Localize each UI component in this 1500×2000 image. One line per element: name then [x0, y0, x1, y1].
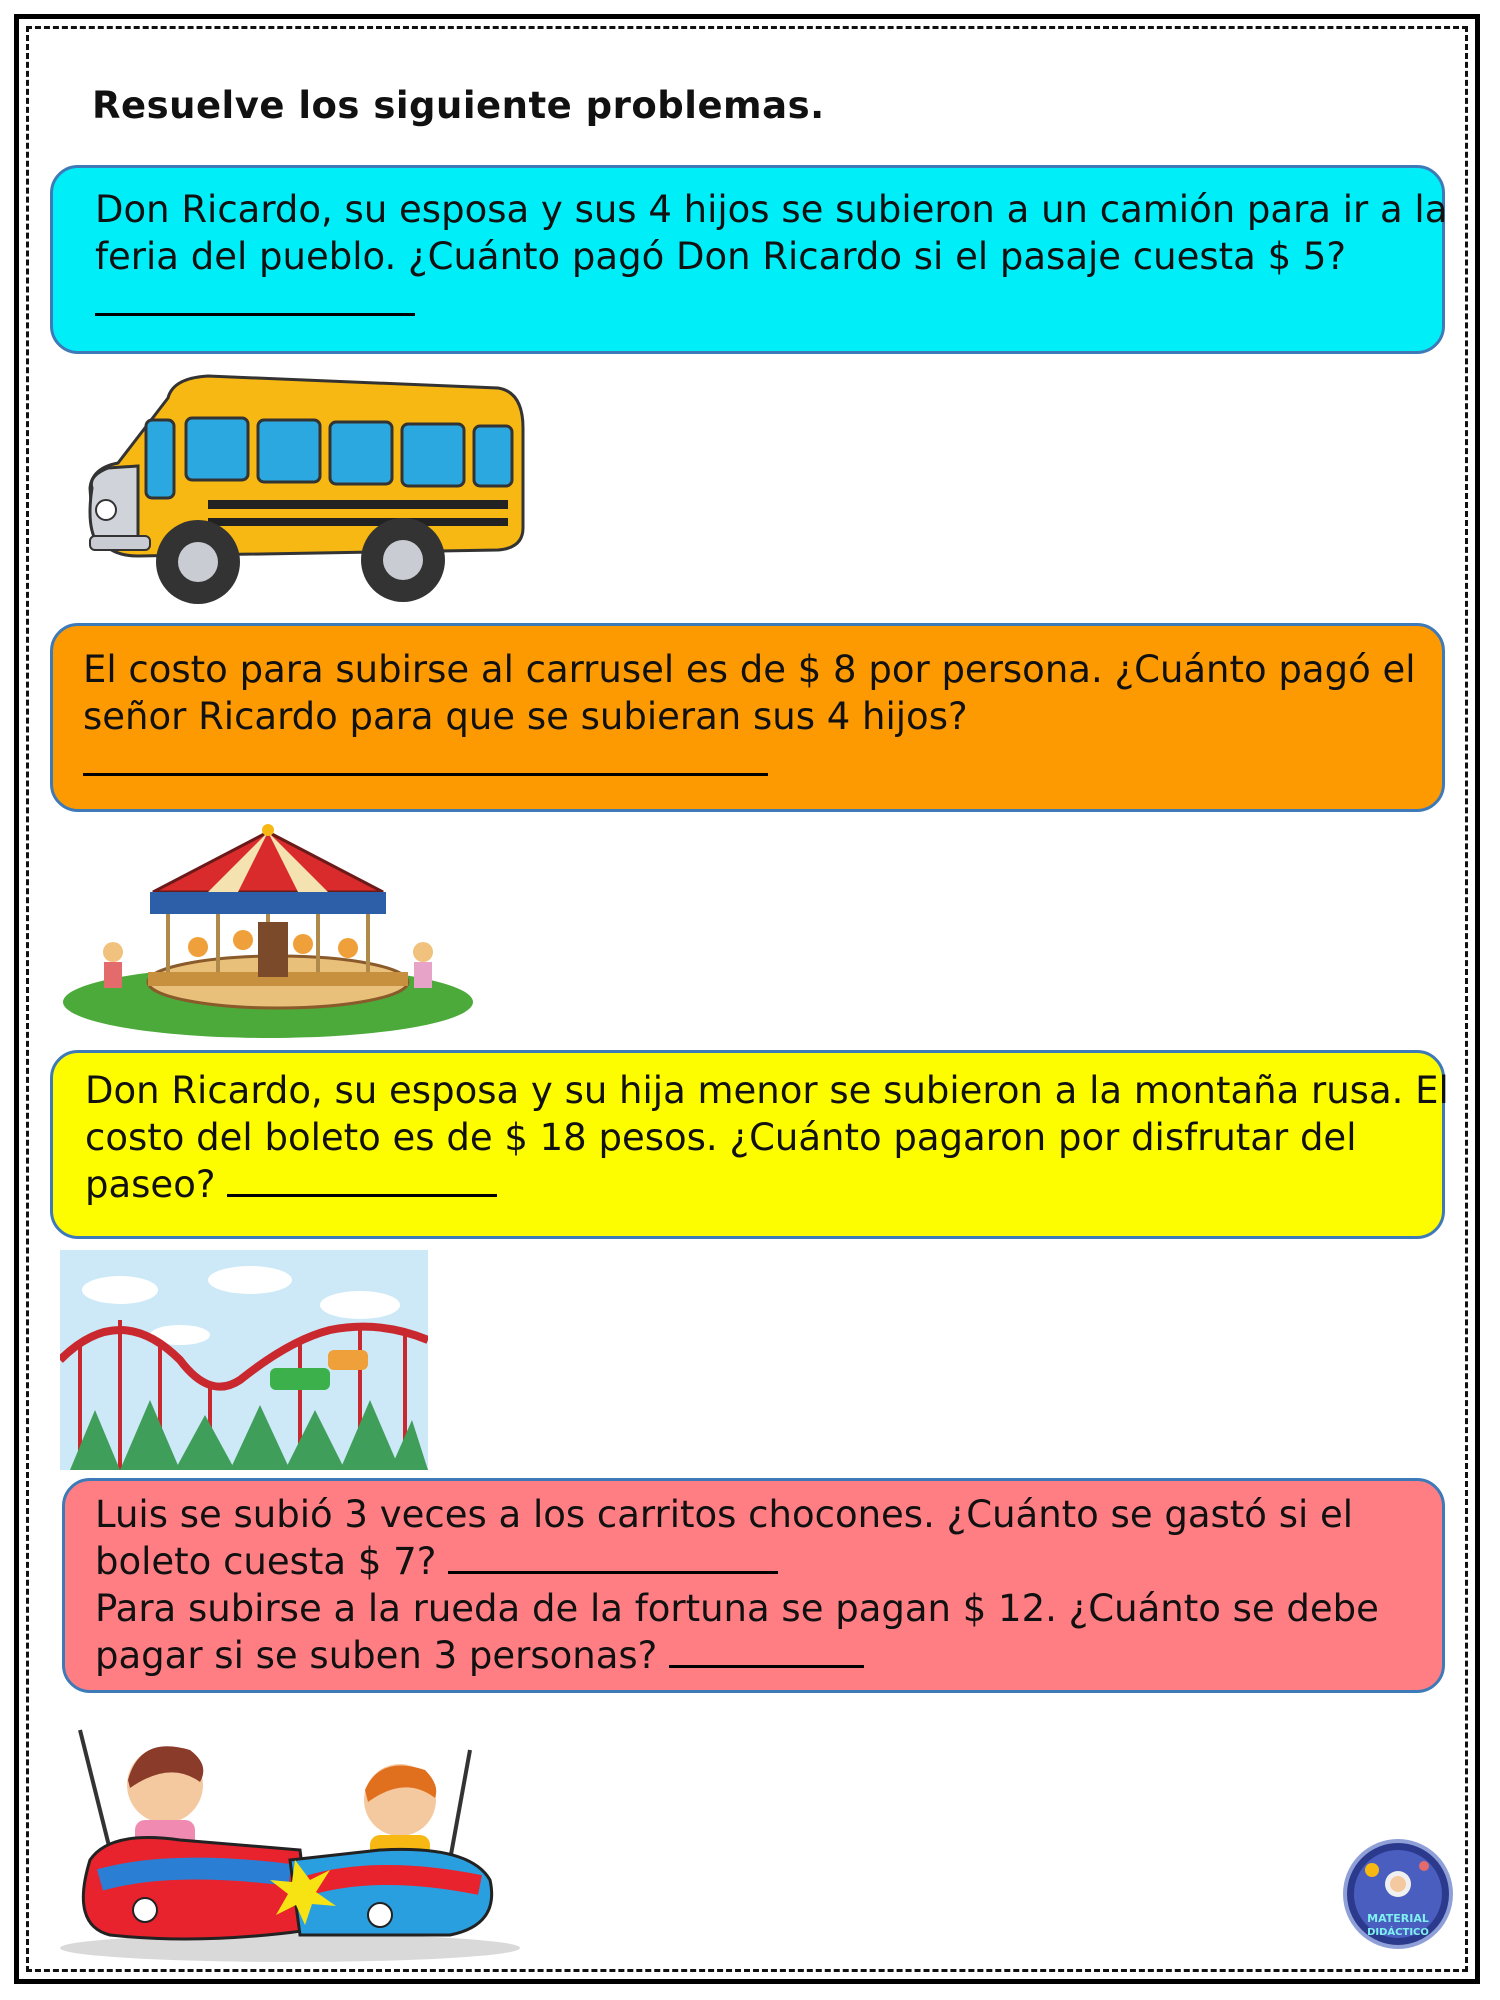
problem-4-line-1: Luis se subió 3 veces a los carritos chocones. ¿Cuánto se gastó si el	[95, 1493, 1354, 1536]
problem-3-line-2: costo del boleto es de $ 18 pesos. ¿Cuánto pagaron por disfrutar del	[85, 1116, 1357, 1159]
school-bus-icon	[78, 368, 528, 618]
answer-blank-2[interactable]	[83, 743, 768, 776]
page-title: Resuelve los siguiente problemas.	[92, 84, 825, 127]
problem-2-box	[50, 623, 1445, 812]
roller-coaster-icon	[60, 1250, 428, 1470]
answer-blank-1[interactable]	[95, 283, 415, 316]
logo-text-2: DIDÁCTICO	[1367, 1927, 1429, 1938]
problem-3-box	[50, 1050, 1449, 1239]
problem-1-box	[50, 165, 1448, 354]
answer-blank-3[interactable]	[227, 1164, 497, 1197]
problem-4-line-2: boleto cuesta $ 7?	[95, 1540, 437, 1583]
carousel-icon	[58, 822, 478, 1042]
material-didactico-logo	[1342, 1838, 1454, 1950]
problem-3-line-3: paseo?	[85, 1163, 216, 1206]
problem-3-line-1: Don Ricardo, su esposa y su hija menor se subieron a la montaña rusa. El	[85, 1069, 1449, 1112]
problem-4-box	[62, 1478, 1445, 1693]
problem-2-line-2: señor Ricardo para que se subieran sus 4 hijos?	[83, 695, 968, 738]
answer-blank-4[interactable]	[448, 1541, 778, 1574]
problem-2-line-1: El costo para subirse al carrusel es de $ 8 por persona. ¿Cuánto pagó el	[83, 648, 1416, 691]
problem-1-line-2: feria del pueblo. ¿Cuánto pagó Don Ricardo si el pasaje cuesta $ 5?	[95, 235, 1347, 278]
problem-4-line-3: Para subirse a la rueda de la fortuna se pagan $ 12. ¿Cuánto se debe	[95, 1587, 1379, 1630]
bumper-cars-icon	[50, 1710, 530, 1970]
problem-4-line-4: pagar si se suben 3 personas?	[95, 1634, 658, 1677]
logo-text-1: MATERIAL	[1367, 1912, 1429, 1925]
problem-1-line-1: Don Ricardo, su esposa y sus 4 hijos se subieron a un camión para ir a la	[95, 188, 1448, 231]
answer-blank-5[interactable]	[669, 1635, 864, 1668]
